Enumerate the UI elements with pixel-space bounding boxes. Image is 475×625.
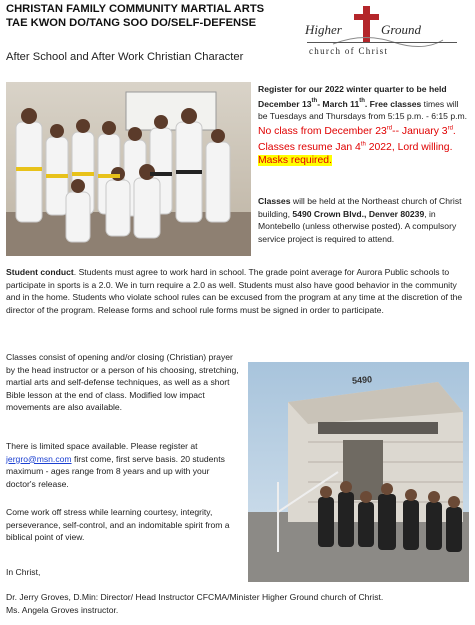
registration-sup-th-2: th xyxy=(359,98,365,105)
no-class-a: No class from December 23 xyxy=(258,126,387,138)
masks-required: Masks required. xyxy=(258,154,332,166)
flyer-title-line1: CHRISTAN FAMILY COMMUNITY MARTIAL ARTS xyxy=(6,3,265,15)
no-class-d: 2022, Lord willing. xyxy=(365,141,453,153)
logo-church-name: church of Christ xyxy=(309,46,389,56)
location-info xyxy=(258,195,468,245)
registration-lead: Register for our 2022 winter quarter to be held December 13 xyxy=(258,84,447,109)
student-conduct xyxy=(6,266,469,316)
student-conduct-lead: Student conduct xyxy=(6,267,74,277)
no-class-sup-2: rd xyxy=(447,125,453,132)
location-text-2: , in Montebello (unless otherwise posted). A compulsory service project is required to attend. xyxy=(258,208,457,244)
no-class-notice xyxy=(258,126,456,152)
class-group-photo xyxy=(6,82,251,256)
location-text-1: will be held at the Northeast church of Christ building, xyxy=(258,196,462,219)
logo-divider xyxy=(307,42,457,43)
signature-line-2: Ms. Angela Groves instructor. xyxy=(6,605,119,615)
flyer-subtitle: After School and After Work Christian Character xyxy=(6,51,244,63)
no-class-sup-1: rd xyxy=(386,125,393,132)
space-text-1: There is limited space available. Please register at xyxy=(6,441,198,451)
registration-sup-th-1: th xyxy=(311,98,318,105)
registration-space xyxy=(6,440,240,490)
no-class-sup-3: th xyxy=(360,141,366,148)
registration-free: . Free classes xyxy=(364,98,422,109)
class-group-photo-image xyxy=(6,82,251,256)
register-email-link[interactable]: jergro@msn.com xyxy=(6,453,72,464)
building-group-photo xyxy=(248,362,469,582)
closing-salutation: In Christ, xyxy=(6,567,41,577)
no-class-c: . Classes resume Jan 4 xyxy=(258,126,456,153)
space-text-2: first come, first serve basis. 20 students maximum - ages range from 8 years and up with your doctor's release. xyxy=(6,453,225,489)
logo-word-higher: Higher xyxy=(305,22,342,37)
no-class-b: -- January 3 xyxy=(392,126,448,138)
registration-times: times will be Tuesdays and Thursdays from 5:15 p.m. - 6:15 p.m. xyxy=(258,98,468,122)
registration-info xyxy=(258,83,468,167)
location-address: 5490 Crown Blvd., Denver 80239 xyxy=(292,208,425,219)
flyer-title-line2: TAE KWON DO/TANG SOO DO/SELF-DEFENSE xyxy=(6,17,257,29)
classes-description: Classes consist of opening and/or closing (Christian) prayer by the head instructor or a person of his choosing, stretching, martial arts and self-defense techniques, as well as a short Bible lesson at the end of class. Modified low impact movements are also available. xyxy=(6,352,239,413)
church-logo xyxy=(303,4,469,64)
location-lead: Classes xyxy=(258,196,291,206)
logo-word-ground: Ground xyxy=(381,22,421,37)
stress-relief: Come work off stress while learning courtesy, integrity, perseverance, self-control, and an indomitable spirit from a biblical point of view. xyxy=(6,507,230,543)
building-address-sign: 5490 xyxy=(351,374,373,386)
building-group-photo-image xyxy=(248,362,469,582)
signature-line-1: Dr. Jerry Groves, D.Min: Director/ Head Instructor CFCMA/Minister Higher Ground church of Christ. xyxy=(6,592,384,602)
registration-mid: - March 11 xyxy=(317,98,360,109)
student-conduct-text: . Students must agree to work hard in school. The grade point average for Aurora Public schools to participate in sports is a 2.0. We in turn require a 2.0 as well. Students must also have good behavior in the community and in the home. Students who violate school rules can be excused from the program at any time at the discretion of the director of the program. Release forms and school rule forms must be signed in order to participate. xyxy=(6,267,463,315)
